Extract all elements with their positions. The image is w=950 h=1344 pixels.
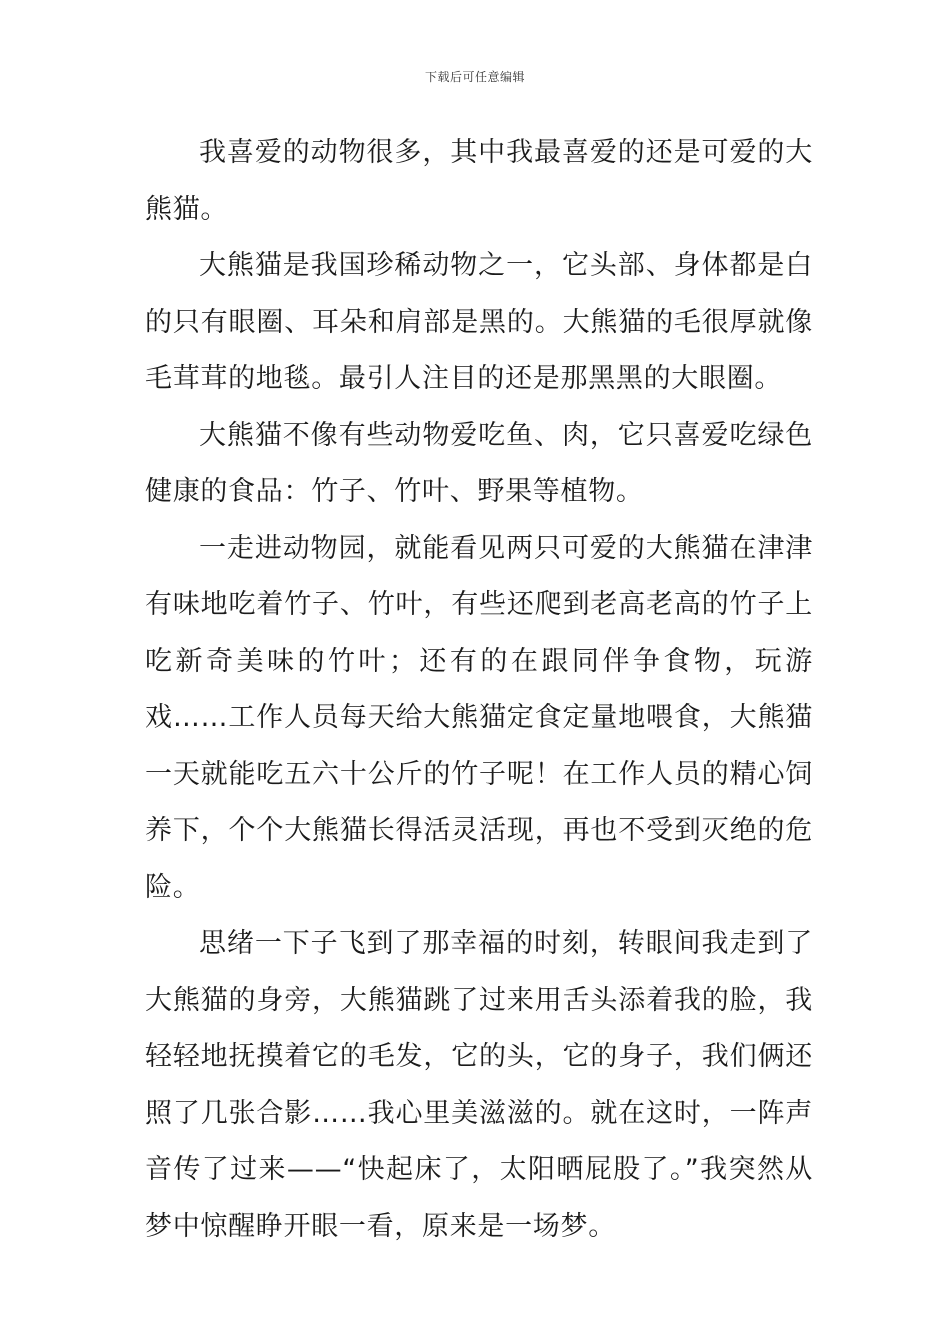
paragraph-1: 我喜爱的动物很多，其中我最喜爱的还是可爱的大熊猫。 xyxy=(145,137,813,225)
paragraph-5: 思绪一下子飞到了那幸福的时刻，转眼间我走到了大熊猫的身旁，大熊猫跳了过来用舌头添着我的脸，我轻轻地抚摸着它的毛发，它的头，它的身子，我们俩还照了几张合影……我心里美滋滋的。就在这时，一阵声音传了过来——“快起床了，太阳晒屁股了。”我突然从梦中惊醒睁开眼一看，原来是一场梦。 xyxy=(145,928,813,1242)
document-body xyxy=(145,125,813,1255)
page-header: 下载后可任意编辑 xyxy=(424,70,525,84)
paragraph-2: 大熊猫是我国珍稀动物之一，它头部、身体都是白的只有眼圈、耳朵和肩部是黑的。大熊猫的毛很厚就像毛茸茸的地毯。最引人注目的还是那黑黑的大眼圈。 xyxy=(145,250,813,394)
paragraph-4: 一走进动物园，就能看见两只可爱的大熊猫在津津有味地吃着竹子、竹叶，有些还爬到老高老高的竹子上吃新奇美味的竹叶；还有的在跟同伴争食物，玩游戏……工作人员每天给大熊猫定食定量地喂食，大熊猫一天就能吃五六十公斤的竹子呢！在工作人员的精心饲养下，个个大熊猫长得活灵活现，再也不受到灭绝的危险。 xyxy=(145,532,813,903)
paragraph-3: 大熊猫不像有些动物爱吃鱼、肉，它只喜爱吃绿色健康的食品：竹子、竹叶、野果等植物。 xyxy=(145,419,813,507)
